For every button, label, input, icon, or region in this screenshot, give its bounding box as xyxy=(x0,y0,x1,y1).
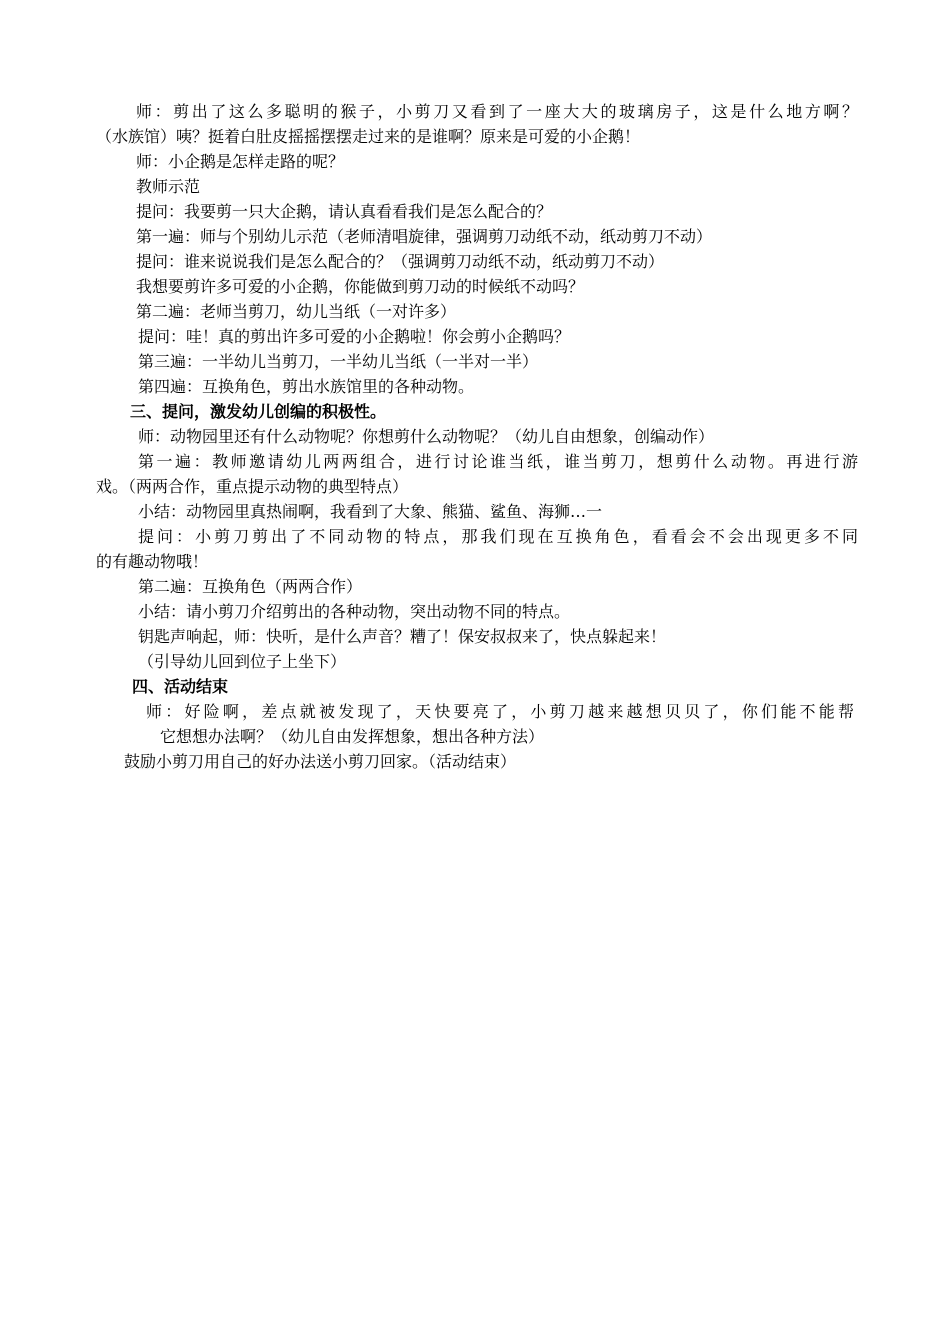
paragraph-line: 小结：动物园里真热闹啊，我看到了大象、熊猫、鲨鱼、海狮…一 xyxy=(138,502,603,521)
paragraph-line: 师：好险啊，差点就被发现了，天快要亮了，小剪刀越来越想贝贝了，你们能不能帮 xyxy=(146,702,854,721)
paragraph-line: 鼓励小剪刀用自己的好办法送小剪刀回家。（活动结束） xyxy=(124,752,517,771)
paragraph-line: 师：小企鹅是怎样走路的呢？ xyxy=(136,152,345,171)
paragraph-line: 第一遍：教师邀请幼儿两两组合，进行讨论谁当纸，谁当剪刀，想剪什么动物。再进行游 xyxy=(138,452,858,471)
paragraph-line: 师：动物园里还有什么动物呢？你想剪什么动物呢？（幼儿自由想象，创编动作） xyxy=(138,427,715,446)
paragraph-line: 第二遍：互换角色（两两合作） xyxy=(138,577,363,596)
paragraph-line: 戏。（两两合作，重点提示动物的典型特点） xyxy=(96,477,409,496)
paragraph-line: 提问：我要剪一只大企鹅，请认真看看我们是怎么配合的？ xyxy=(136,202,553,221)
paragraph-line: 提问：哇！真的剪出许多可爱的小企鹅啦！你会剪小企鹅吗？ xyxy=(138,327,571,346)
paragraph-line: 提问：谁来说说我们是怎么配合的？（强调剪刀动纸不动，纸动剪刀不动） xyxy=(136,252,665,271)
section-heading: 四、活动结束 xyxy=(132,677,229,696)
paragraph-line: （引导幼儿回到位子上坐下） xyxy=(138,652,347,671)
paragraph-line: 我想要剪许多可爱的小企鹅，你能做到剪刀动的时候纸不动吗？ xyxy=(136,277,585,296)
section-heading: 三、提问，激发幼儿创编的积极性。 xyxy=(130,402,387,421)
paragraph-line: 钥匙声响起，师：快听，是什么声音？糟了！保安叔叔来了，快点躲起来！ xyxy=(138,627,667,646)
paragraph-line: 第二遍：老师当剪刀，幼儿当纸（一对许多） xyxy=(136,302,457,321)
paragraph-line: 它想想办法啊？（幼儿自由发挥想象，想出各种方法） xyxy=(160,727,545,746)
paragraph-line: 师：剪出了这么多聪明的猴子，小剪刀又看到了一座大大的玻璃房子，这是什么地方啊？ xyxy=(136,102,858,121)
paragraph-line: （水族馆）咦？挺着白肚皮摇摇摆摆走过来的是谁啊？原来是可爱的小企鹅！ xyxy=(96,127,641,146)
paragraph-line: 小结：请小剪刀介绍剪出的各种动物，突出动物不同的特点。 xyxy=(138,602,571,621)
paragraph-line: 提问：小剪刀剪出了不同动物的特点，那我们现在互换角色，看看会不会出现更多不同 xyxy=(138,527,858,546)
paragraph-line: 教师示范 xyxy=(136,177,201,196)
paragraph-line: 第三遍：一半幼儿当剪刀，一半幼儿当纸（一半对一半） xyxy=(138,352,539,371)
paragraph-line: 第一遍：师与个别幼儿示范（老师清唱旋律，强调剪刀动纸不动，纸动剪刀不动） xyxy=(136,227,713,246)
paragraph-line: 的有趣动物哦！ xyxy=(96,552,209,571)
paragraph-line: 第四遍：互换角色，剪出水族馆里的各种动物。 xyxy=(138,377,475,396)
